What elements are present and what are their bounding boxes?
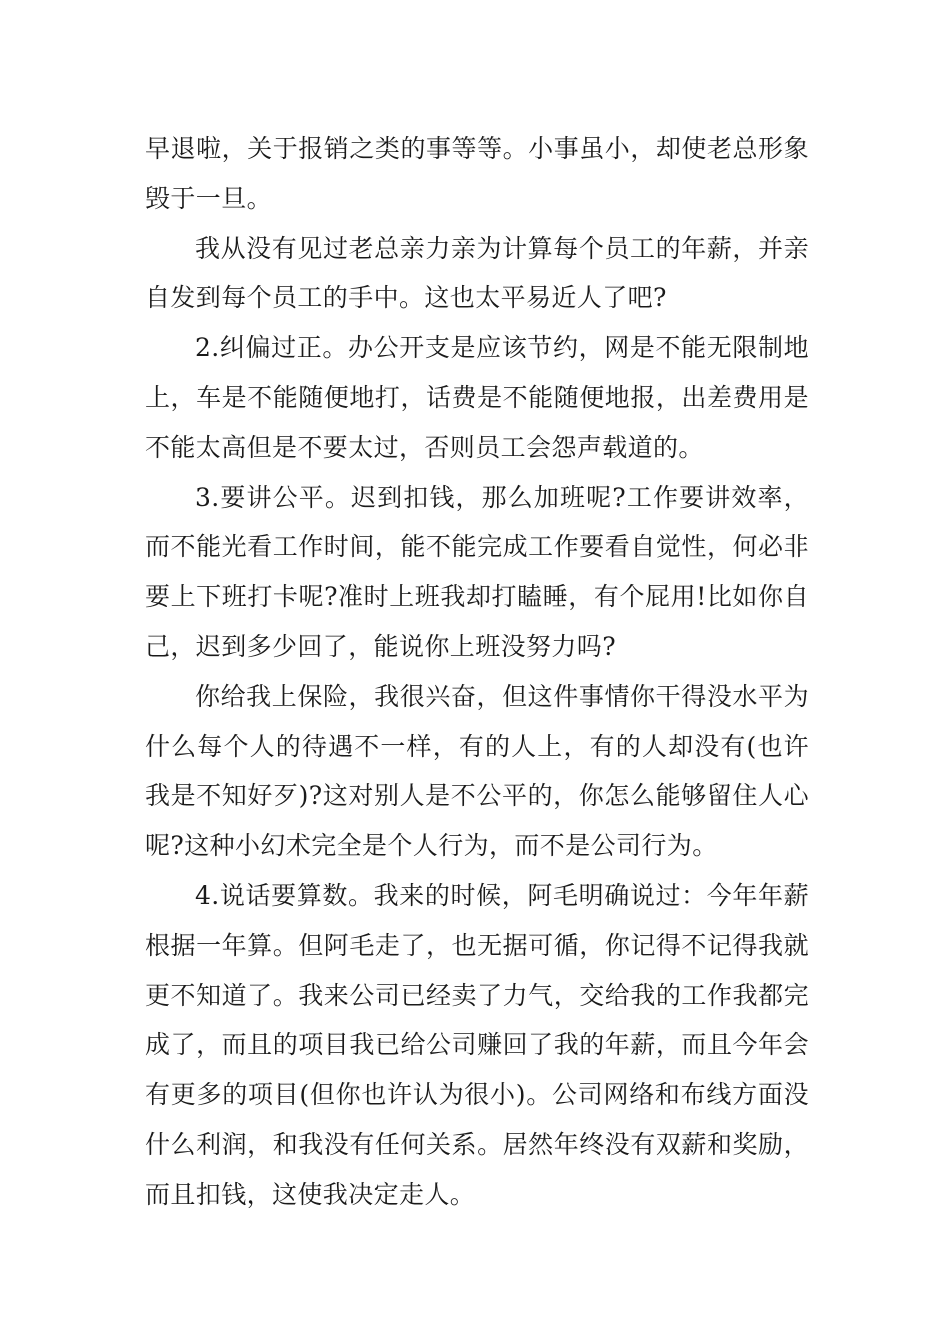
paragraph-insurance: 你给我上保险，我很兴奋，但这件事情你干得没水平为什么每个人的待遇不一样，有的人上，有的人却没有(也许我是不知好歹)?这对别人是不公平的，你怎么能够留住人心呢?这种小幻术完全是个人行为，而不是公司行为。 — [145, 681, 809, 861]
paragraph-continuation: 早退啦，关于报销之类的事等等。小事虽小，却使老总形象毁于一旦。 — [145, 134, 809, 213]
paragraph-point-3: 3.要讲公平。迟到扣钱，那么加班呢?工作要讲效率，而不能光看工作时间，能不能完成工作要看自觉性，何必非要上下班打卡呢?准时上班我却打瞌睡，有个屁用!比如你自己，迟到多少回了，能说你上班没努力吗? — [145, 482, 809, 661]
paragraph-point-2: 2.纠偏过正。办公开支是应该节约，网是不能无限制地上，车是不能随便地打，话费是不能随便地报，出差费用是不能太高但是不要太过，否则员工会怨声载道的。 — [145, 333, 809, 462]
paragraph-point-4: 4.说话要算数。我来的时候，阿毛明确说过：今年年薪根据一年算。但阿毛走了，也无据可循，你记得不记得我就更不知道了。我来公司已经卖了力气，交给我的工作我都完成了，而且的项目我已给公司赚回了我的年薪，而且今年会有更多的项目(但你也许认为很小)。公司网络和布线方面没什么利润，和我没有任何关系。居然年终没有双薪和奖励，而且扣钱，这使我决定走人。 — [145, 880, 809, 1209]
document-body — [145, 124, 809, 1220]
paragraph-annual-salary: 我从没有见过老总亲力亲为计算每个员工的年薪，并亲自发到每个员工的手中。这也太平易近人了吧? — [145, 233, 809, 313]
